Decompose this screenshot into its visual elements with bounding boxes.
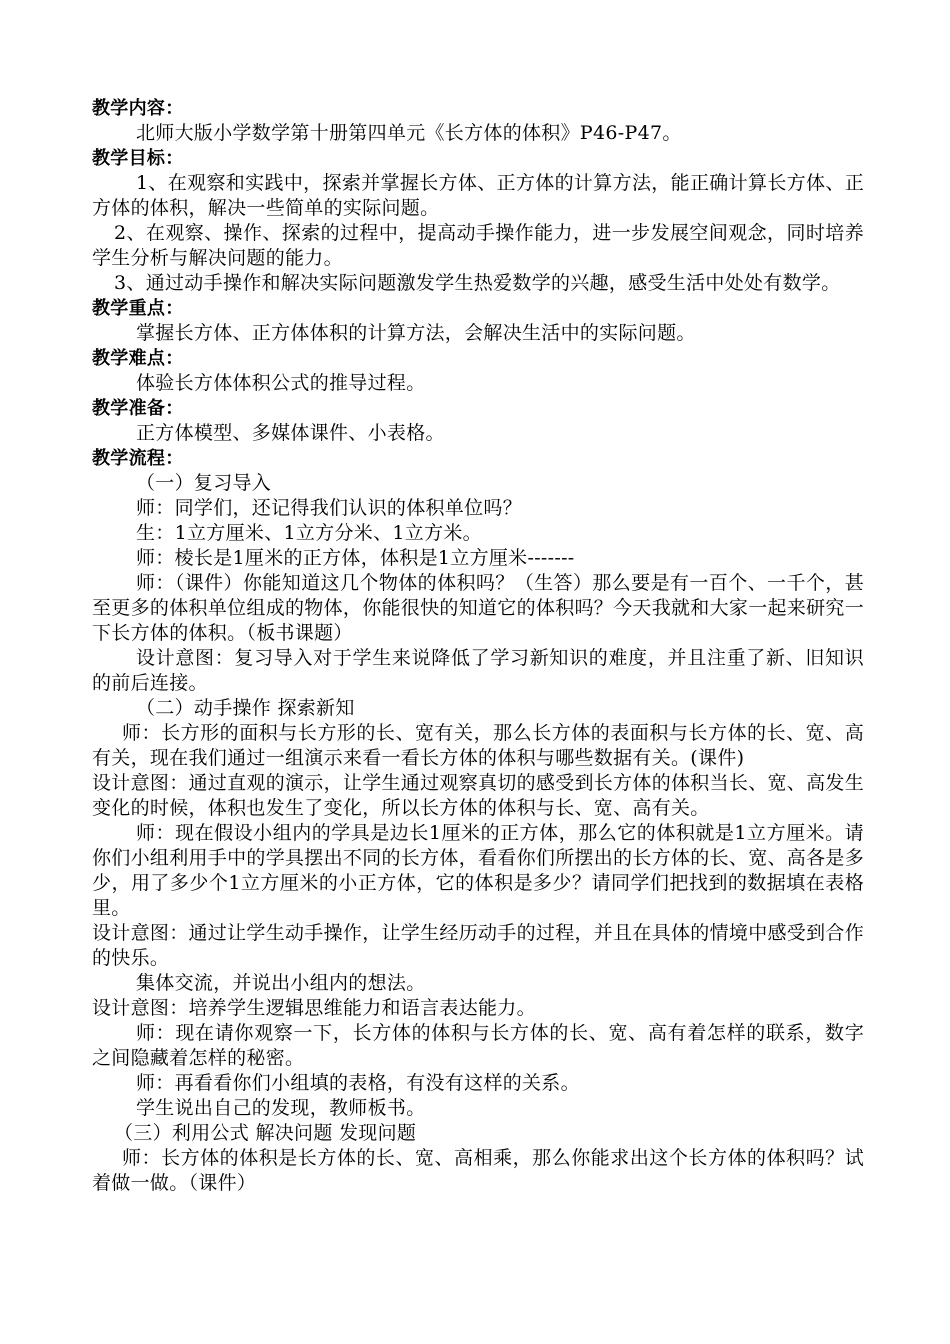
preparation-text: 正方体模型、多媒体课件、小表格。 [136,422,445,444]
key-points-text: 掌握长方体、正方体体积的计算方法，会解决生活中的实际问题。 [136,322,696,344]
paragraph: 生：1立方厘米、1立方分米、1立方米。 [136,522,482,544]
design-intent: 设计意图：培养学生逻辑思维能力和语言表达能力。 [92,997,536,1019]
goal-1: 1、在观察和实践中，探索并掌握长方体、正方体的计算方法，能正确计算长方体、正方体的体积，解决一些简单的实际问题。 [92,172,864,219]
paragraph: 师：长方体的体积是长方体的长、宽、高相乘，那么你能求出这个长方体的体积吗？试着做一做。（课件） [92,1147,864,1194]
design-intent: 设计意图：通过让学生动手操作，让学生经历动手的过程，并且在具体的情境中感受到合作的快乐。 [92,922,865,969]
paragraph: 集体交流，并说出小组内的想法。 [136,972,426,994]
paragraph: 师：（课件）你能知道这几个物体的体积吗？（生答）那么要是有一百个、一千个，甚至更多的体积单位组成的物体，你能很快的知道它的体积吗？今天我就和大家一起来研究一下长方体的体积。（板书课题） [92,572,865,644]
heading-difficulty: 教学难点： [92,348,184,369]
paragraph: 师：现在请你观察一下，长方体的体积与长方体的长、宽、高有着怎样的联系，数字之间隐藏着怎样的秘密。 [92,1022,864,1069]
paragraph: 师：现在假设小组内的学具是边长1厘米的正方体，那么它的体积就是1立方厘米。请你们小组利用手中的学具摆出不同的长方体，看看你们所摆出的长方体的长、宽、高各是多少，用了多少个1立方厘米的小正方体，它的体积是多少？请同学们把找到的数据填在表格里。 [92,822,865,919]
lesson-plan-document [92,96,864,1196]
section-2-title: （二）动手操作 探索新知 [136,697,355,719]
heading-content: 教学内容： [92,98,184,119]
difficulty-text: 体验长方体体积公式的推导过程。 [136,372,426,394]
paragraph: 师：再看看你们小组填的表格，有没有这样的关系。 [136,1072,580,1094]
design-intent: 设计意图：复习导入对于学生来说降低了学习新知识的难度，并且注重了新、旧知识的前后连接。 [92,647,864,694]
paragraph: 师：长方形的面积与长方形的长、宽有关，那么长方体的表面积与长方体的长、宽、高有关，现在我们通过一组演示来看一看长方体的体积与哪些数据有关。(课件) [92,722,864,769]
paragraph: 师：同学们，还记得我们认识的体积单位吗？ [136,497,523,519]
paragraph: 师：棱长是1厘米的正方体，体积是1立方厘米------- [136,547,575,569]
section-1-title: （一）复习导入 [136,472,272,494]
goal-3: 3、通过动手操作和解决实际问题激发学生热爱数学的兴趣，感受生活中处处有数学。 [114,272,841,294]
heading-goals: 教学目标： [92,148,184,169]
heading-process: 教学流程： [92,448,184,469]
design-intent: 设计意图：通过直观的演示，让学生通过观察真切的感受到长方体的体积当长、宽、高发生变化的时候，体积也发生了变化，所以长方体的体积与长、宽、高有关。 [92,772,865,819]
heading-preparation: 教学准备： [92,398,184,419]
section-3-title: （三）利用公式 解决问题 发现问题 [114,1122,417,1144]
paragraph: 学生说出自己的发现，教师板书。 [136,1097,426,1119]
content-text: 北师大版小学数学第十册第四单元《长方体的体积》P46-P47。 [136,122,682,144]
goal-2: 2、在观察、操作、探索的过程中，提高动手操作能力，进一步发展空间观念，同时培养学生分析与解决问题的能力。 [92,222,864,269]
heading-key-points: 教学重点： [92,298,184,319]
